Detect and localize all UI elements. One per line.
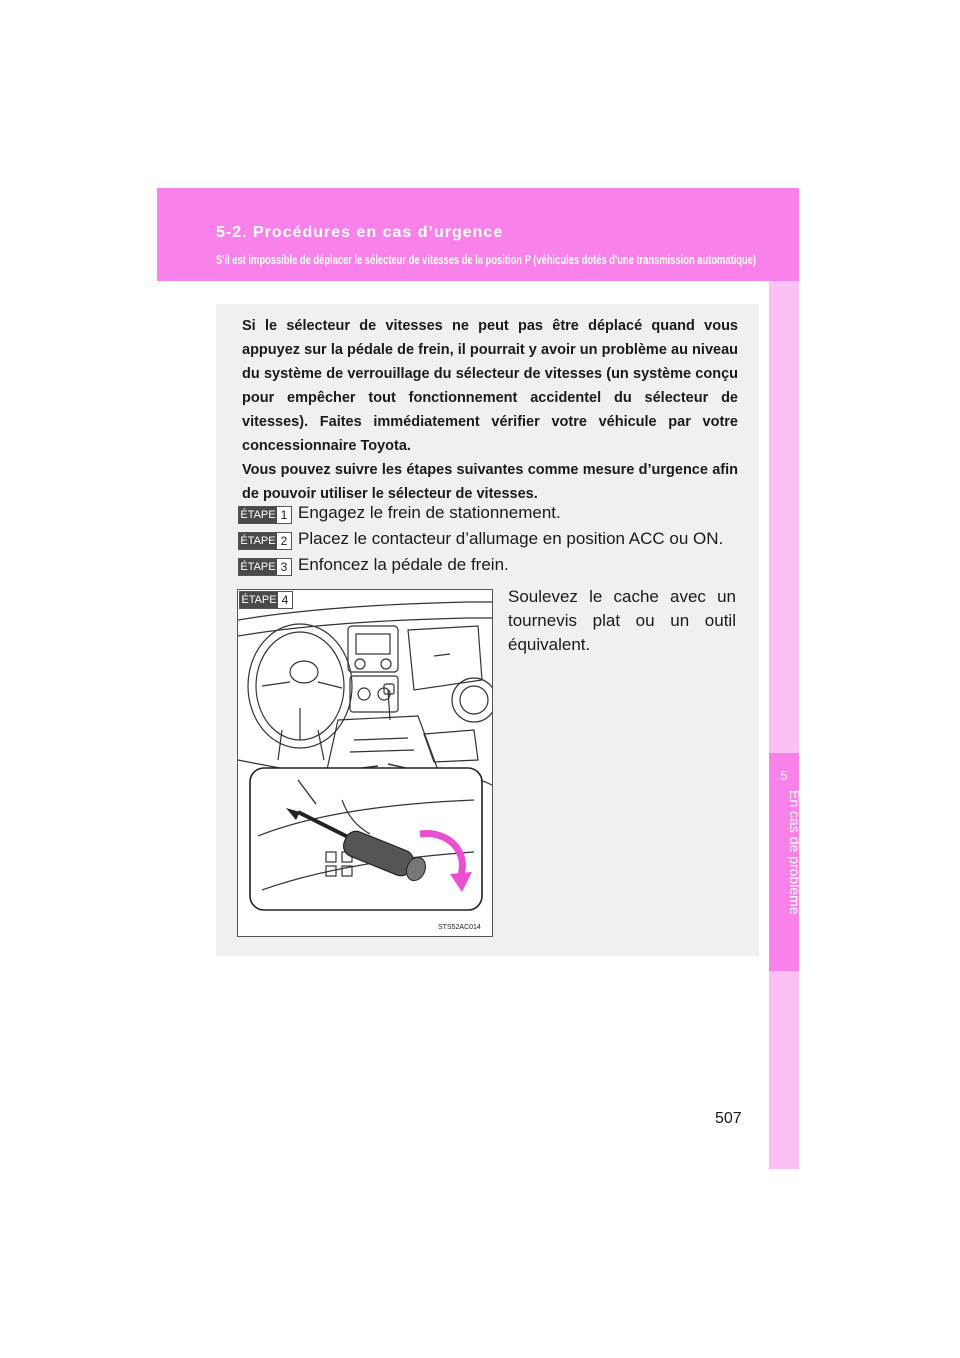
step-badge	[238, 532, 292, 550]
illustration-code: STS52AC014	[438, 924, 481, 931]
step-badge-number: 2	[280, 534, 288, 548]
step-badge	[238, 506, 292, 524]
page-number: 507	[715, 1110, 742, 1127]
intro-text	[242, 314, 738, 506]
intro-paragraph-2: Vous pouvez suivre les étapes suivantes comme mesure d’urgence afin de pouvoir utiliser le sélecteur de vitesses.	[242, 462, 738, 502]
intro-paragraph-1: Si le sélecteur de vitesses ne peut pas être déplacé quand vous appuyez sur la pédale de frein, il pourrait y avoir un problème au niveau du système de verrouillage du sélecteur de vitesses (un système conçu pour empêcher tout fonctionnement accidentel du sélecteur de vitesses). Faites immédiatement vérifier votre véhicule par votre concessionnaire Toyota.	[242, 318, 738, 454]
side-tab	[769, 281, 799, 1169]
dashboard-drawing	[238, 590, 493, 937]
step-badge-word: ÉTAPE	[240, 535, 276, 547]
illustration-shift-lock-cover	[237, 589, 493, 937]
step-badge-word: ÉTAPE	[240, 509, 276, 521]
step-badge-number: 4	[281, 593, 289, 607]
section-title: 5-2. Procédures en cas d’urgence	[216, 224, 504, 241]
step-badge-word: ÉTAPE	[240, 561, 276, 573]
step-badge	[239, 591, 293, 609]
section-subtitle: S'il est impossible de déplacer le sélecteur de vitesses de la position P (véhicules dotés d'une transmission automatique)	[216, 252, 757, 267]
chapter-label: En cas de problème	[787, 790, 803, 915]
step-text: Enfoncez la pédale de frein.	[298, 555, 509, 574]
step-4-text: Soulevez le cache avec un tournevis plat ou un outil équivalent.	[508, 587, 736, 654]
step-badge-word: ÉTAPE	[241, 594, 277, 606]
step-text: Placez le contacteur d’allumage en position ACC ou ON.	[298, 529, 724, 548]
step-badge-number: 1	[280, 508, 288, 522]
step-text: Engagez le frein de stationnement.	[298, 503, 561, 522]
step-badge	[238, 558, 292, 576]
chapter-number: 5	[780, 768, 788, 783]
step-badge-number: 3	[280, 560, 288, 574]
